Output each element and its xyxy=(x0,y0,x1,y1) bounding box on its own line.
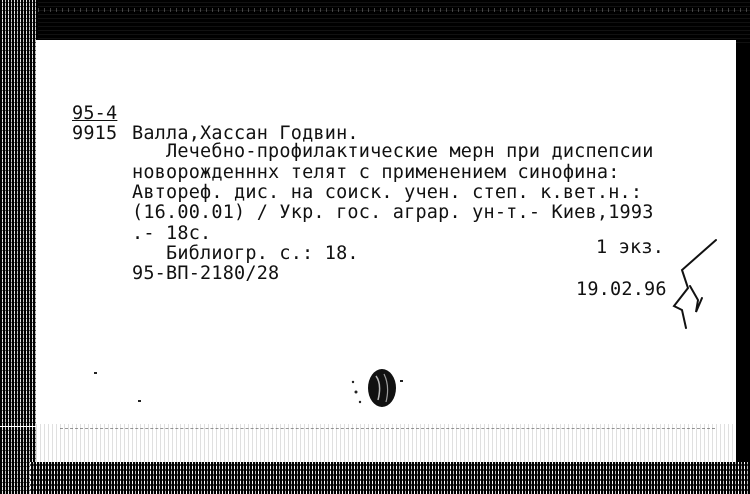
shelf-code: 95-4 xyxy=(72,103,118,124)
card-date: 19.02.96 xyxy=(576,279,667,300)
bibliography-note: Библиогр. с.: 18. xyxy=(166,243,359,264)
entry-number: 9915 xyxy=(72,123,118,144)
author-name: Валла,Хассан Годвин. xyxy=(132,123,359,144)
ink-blot-icon xyxy=(350,362,410,418)
card-bottom-noise xyxy=(36,424,736,464)
scan-speck xyxy=(400,380,403,382)
copies-count: 1 экз. xyxy=(596,237,665,258)
scan-noise-left xyxy=(0,0,38,494)
handwritten-signature-icon xyxy=(668,236,720,332)
description-line-5: .- 18с. xyxy=(132,223,212,244)
description-line-1: Лечебно-профилактические мерн при диспепсии xyxy=(166,141,654,162)
card-rule xyxy=(60,428,715,429)
scan-speck xyxy=(138,400,141,402)
description-line-2: новорожденннх телят с применением синофина: xyxy=(132,162,620,183)
edge-rule xyxy=(0,426,36,427)
description-line-4: (16.00.01) / Укр. гос. аграр. ун-т.- Киев,1993 xyxy=(132,202,654,223)
scan-speck xyxy=(94,372,97,374)
description-line-3: Автореф. дис. на соиск. учен. степ. к.вет.н.: xyxy=(132,182,643,203)
inventory-code: 95-ВП-2180/28 xyxy=(132,263,280,284)
scan-noise-bottom xyxy=(30,462,750,494)
